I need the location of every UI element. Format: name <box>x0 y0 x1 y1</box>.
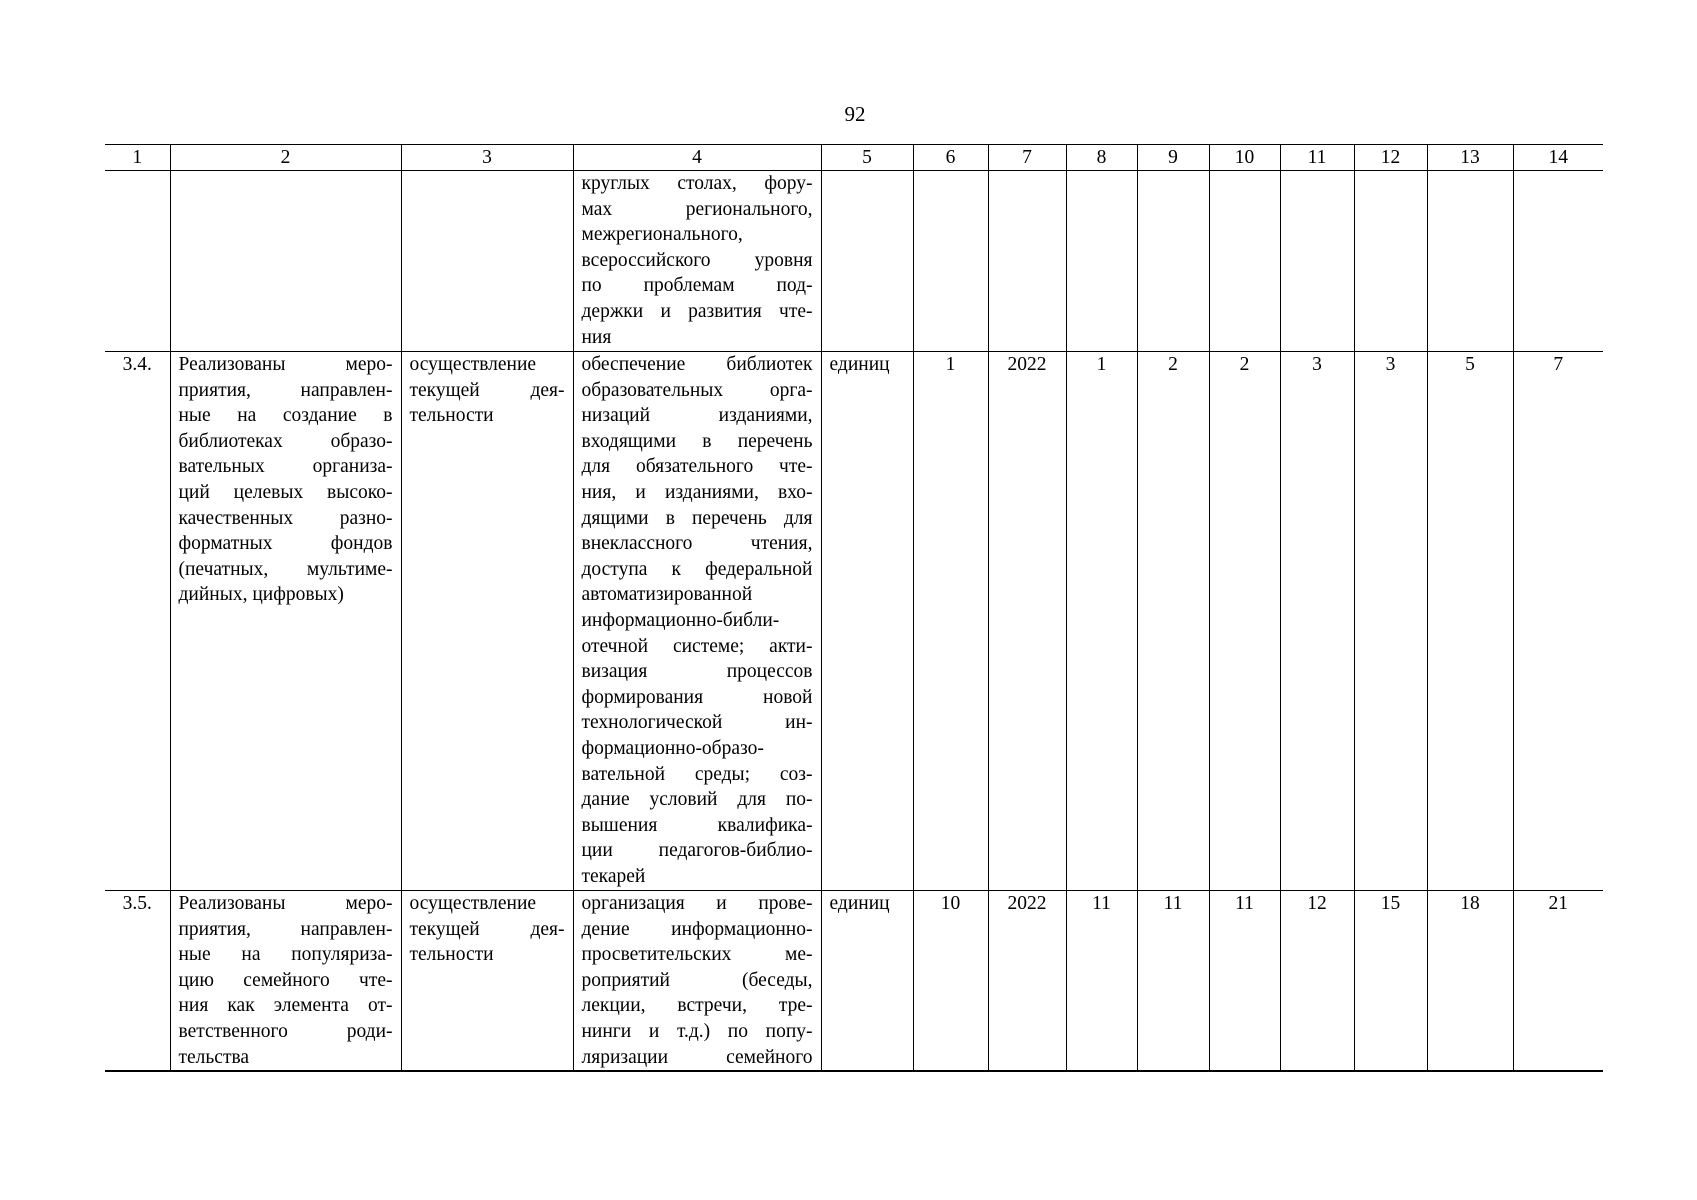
text-line: Реализованы меро- <box>178 893 393 914</box>
text-line: ные на популяриза- <box>178 944 393 966</box>
text-line: лекции, встречи, тре- <box>581 995 813 1017</box>
header-cell: 9 <box>1137 145 1209 171</box>
text-line: приятия, направлен- <box>178 379 393 401</box>
text-line: просветительских ме- <box>581 944 813 966</box>
text-line: информационно-библи- <box>581 609 780 631</box>
text-line: межрегионального, <box>581 224 743 246</box>
text-line: нинги и т.д.) по попу- <box>581 1020 813 1042</box>
unit-cell: единиц <box>821 352 913 891</box>
value-cell <box>1280 171 1354 352</box>
text-line: обеспечение библиотек <box>581 354 813 375</box>
text-line: внеклассного чтения, <box>581 533 813 555</box>
text-line: тельности <box>409 944 494 966</box>
header-cell: 1 <box>105 145 170 171</box>
value-cell: 12 <box>1280 891 1354 1072</box>
text-line: (печатных, мультиме- <box>178 558 393 580</box>
value-cell: 2 <box>1137 352 1209 891</box>
header-cell: 11 <box>1280 145 1354 171</box>
value-cell <box>1137 171 1209 352</box>
text-line: роприятий (беседы, <box>581 969 813 991</box>
text-line: библиотеках образо- <box>178 430 393 452</box>
text-line: доступа к федеральной <box>581 558 813 580</box>
text-line: образовательных орга- <box>581 379 813 401</box>
description-cell <box>573 891 821 1072</box>
table-row <box>105 352 1603 891</box>
header-cell: 13 <box>1427 145 1513 171</box>
value-cell: 11 <box>1137 891 1209 1072</box>
text-line: дийных, цифровых) <box>178 584 344 606</box>
text-line: цию семейного чте- <box>178 969 393 991</box>
unit-cell: единиц <box>821 891 913 1072</box>
text-line: отечной системе; акти- <box>581 635 813 657</box>
text-line: Реализованы меро- <box>178 354 393 375</box>
table-row-continuation <box>105 171 1603 352</box>
value-cell <box>1513 171 1603 352</box>
text-line: круглых столах, фору- <box>581 173 813 194</box>
value-cell: 7 <box>1513 352 1603 891</box>
page-number: 92 <box>844 102 866 126</box>
result-cell <box>170 891 401 1072</box>
value-cell <box>1354 171 1427 352</box>
text-line: входящими в перечень <box>581 430 813 452</box>
text-line: тельства <box>178 1046 250 1068</box>
table-row <box>105 891 1603 1072</box>
indicators-table <box>105 144 1603 1072</box>
text-line: организация и прове- <box>581 893 813 914</box>
text-line: дящими в перечень для <box>581 507 813 529</box>
value-cell: 15 <box>1354 891 1427 1072</box>
text-line: низаций изданиями, <box>581 405 813 427</box>
text-line: технологической ин- <box>581 712 813 734</box>
header-cell: 7 <box>988 145 1066 171</box>
row-number-cell: 3.5. <box>105 891 170 1072</box>
text-line: визация процессов <box>581 661 813 683</box>
value-cell: 2 <box>1209 352 1280 891</box>
text-line: ветственного роди- <box>178 1020 393 1042</box>
text-line: для обязательного чте- <box>581 456 813 478</box>
text-line: автоматизированной <box>581 584 753 606</box>
text-line: по проблемам под- <box>581 275 813 297</box>
value-cell <box>1066 171 1137 352</box>
text-line: дение информационно- <box>581 918 813 940</box>
text-line: приятия, направлен- <box>178 918 393 940</box>
value-cell <box>1209 171 1280 352</box>
header-cell: 2 <box>170 145 401 171</box>
text-line: вышения квалифика- <box>581 814 813 836</box>
type-cell <box>401 171 573 352</box>
text-line: ций целевых высоко- <box>178 481 393 503</box>
text-line: осуществление <box>409 354 537 375</box>
value-cell <box>1427 171 1513 352</box>
header-cell: 10 <box>1209 145 1280 171</box>
base-value-cell: 1 <box>913 352 988 891</box>
value-cell: 3 <box>1354 352 1427 891</box>
text-line: всероссийского уровня <box>581 249 813 271</box>
text-line: ные на создание в <box>178 405 393 427</box>
header-cell: 14 <box>1513 145 1603 171</box>
value-cell: 5 <box>1427 352 1513 891</box>
row-number-cell: 3.4. <box>105 352 170 891</box>
value-cell: 3 <box>1280 352 1354 891</box>
text-line: мах регионального, <box>581 198 813 220</box>
text-line: ния <box>581 326 612 348</box>
result-cell <box>170 352 401 891</box>
result-cell <box>170 171 401 352</box>
base-year-cell: 2022 <box>988 891 1066 1072</box>
text-line: осуществление <box>409 893 537 914</box>
value-cell: 18 <box>1427 891 1513 1072</box>
text-line: ляризации семейного <box>581 1046 813 1068</box>
text-line: качественных разно- <box>178 507 393 529</box>
value-cell: 21 <box>1513 891 1603 1072</box>
text-line: формирования новой <box>581 686 813 708</box>
text-line: вательной среды; соз- <box>581 763 813 785</box>
base-year-cell: 2022 <box>988 352 1066 891</box>
header-cell: 5 <box>821 145 913 171</box>
header-cell: 8 <box>1066 145 1137 171</box>
text-line: ции педагогов-библио- <box>581 840 813 862</box>
text-line: ния, и изданиями, вхо- <box>581 481 813 503</box>
text-line: формационно-образо- <box>581 737 764 759</box>
header-cell: 3 <box>401 145 573 171</box>
value-cell <box>988 171 1066 352</box>
base-value-cell: 10 <box>913 891 988 1072</box>
text-line: держки и развития чте- <box>581 300 813 322</box>
text-line: вательных организа- <box>178 456 393 478</box>
header-cell: 12 <box>1354 145 1427 171</box>
unit-cell <box>821 171 913 352</box>
value-cell <box>913 171 988 352</box>
type-cell <box>401 891 573 1072</box>
type-cell <box>401 352 573 891</box>
header-row <box>105 145 1603 171</box>
header-cell: 4 <box>573 145 821 171</box>
text-line: текущей дея- <box>409 379 565 401</box>
value-cell: 1 <box>1066 352 1137 891</box>
text-line: текарей <box>581 865 646 887</box>
text-line: форматных фондов <box>178 533 393 555</box>
value-cell: 11 <box>1209 891 1280 1072</box>
text-line: текущей дея- <box>409 918 565 940</box>
row-number-cell <box>105 171 170 352</box>
text-line: дание условий для по- <box>581 789 813 811</box>
description-cell <box>573 352 821 891</box>
text-line: тельности <box>409 405 494 427</box>
text-line: ния как элемента от- <box>178 995 393 1017</box>
header-cell: 6 <box>913 145 988 171</box>
value-cell: 11 <box>1066 891 1137 1072</box>
description-cell <box>573 171 821 352</box>
